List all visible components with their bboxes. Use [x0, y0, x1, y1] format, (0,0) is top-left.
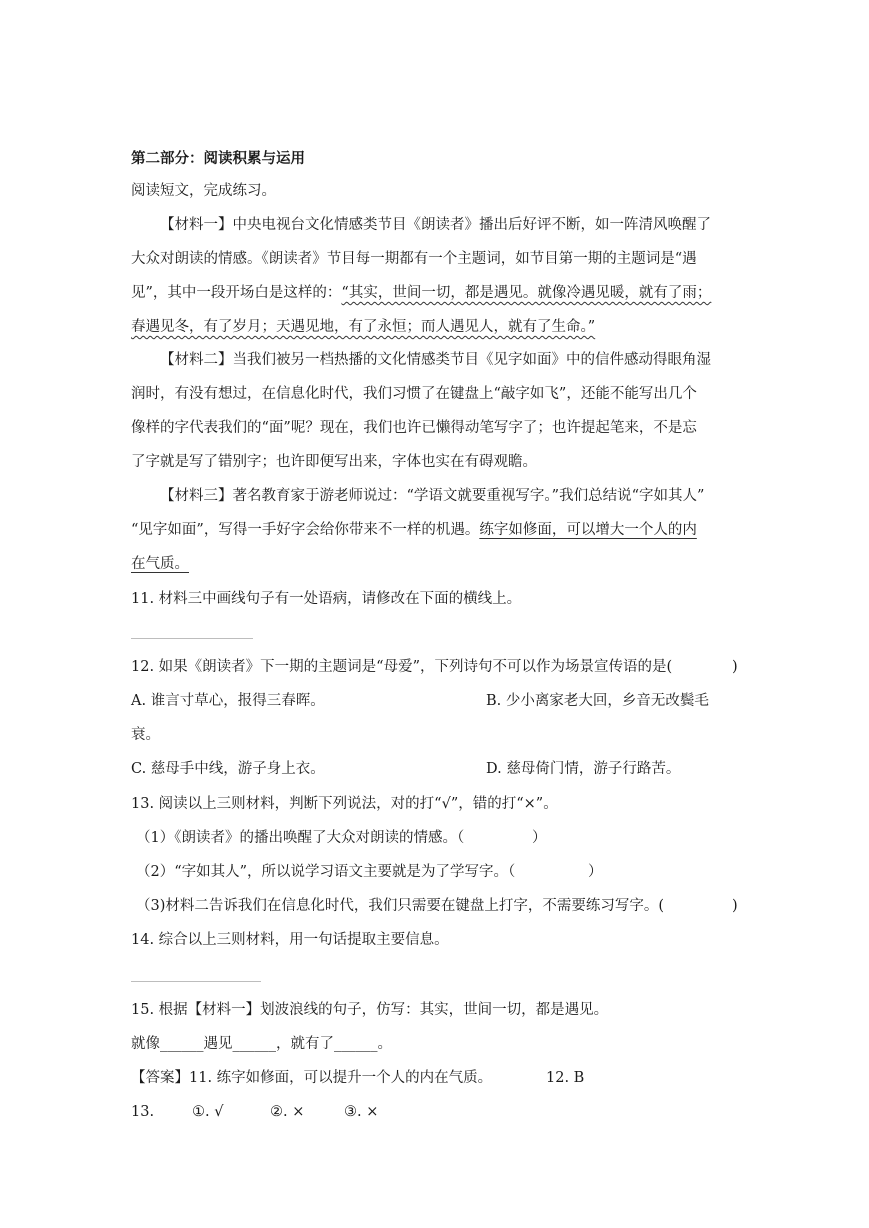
material2-line2: 润时，有没有想过，在信息化时代，我们习惯了在键盘上“敲字如飞”，还能不能写出几个 [131, 386, 697, 402]
q13-statement-1-close: ） [532, 830, 547, 846]
answer-13-number: 13. [131, 1104, 155, 1120]
question-12-close: ) [732, 659, 738, 675]
q13-statement-3-close: ) [732, 898, 738, 914]
q13-statement-2: （2）“字如其人”，所以说学习语文主要就是为了学写字。（ [136, 864, 516, 880]
instruction: 阅读短文，完成练习。 [131, 183, 276, 199]
q12-option-d: D. 慈母倚门情，游子行路苦。 [486, 761, 681, 777]
material1-line2: 大众对朗读的情感。《朗读者》节目每一期都有一个主题词，如节目第一期的主题词是“遇 [131, 251, 697, 267]
answer-line-1 [131, 1068, 492, 1088]
q13-statement-1: （1）《朗读者》的播出唤醒了大众对朗读的情感。（ [136, 830, 465, 846]
question-14: 14. 综合以上三则材料，用一句话提取主要信息。 [131, 932, 449, 948]
q13-statement-3: （3)材料二告诉我们在信息化时代，我们只需要在键盘上打字，不需要练习写字。( [136, 898, 665, 914]
q12-option-b-continued: 衰。 [131, 727, 160, 743]
material2-line3: 像样的字代表我们的“面”呢？现在，我们也许已懒得动笔写字了；也许提起笔来，不是忘 [131, 420, 697, 436]
question-13-stem: 13. 阅读以上三则材料，判断下列说法，对的打“√”，错的打“×”。 [131, 796, 558, 812]
answer-12: 12. B [546, 1070, 585, 1086]
material3-line3 [131, 554, 189, 574]
answer-13-item-1: ①. √ [192, 1104, 224, 1120]
answer-11: 11. 练字如修面，可以提升一个人的内在气质。 [189, 1070, 493, 1086]
answer-label: 【答案】 [131, 1070, 189, 1086]
answer-13-item-2: ②. × [270, 1104, 305, 1120]
question-11: 11. 材料三中画线句子有一处语病，请修改在下面的横线上。 [131, 591, 522, 607]
material3-underlined-sentence-part2: 在气质。 [131, 556, 189, 572]
material3-underlined-sentence-part1: 练字如修面，可以增大一个人的内 [479, 522, 697, 538]
material1-wavy-sentence-part1: “其实，世间一切，都是遇见。就像冷遇见暖，就有了雨； [341, 285, 712, 301]
material3-line2 [131, 520, 697, 540]
q11-answer-blank [131, 638, 253, 639]
q13-statement-2-close: ） [588, 864, 603, 880]
q12-option-c: C. 慈母手中线，游子身上衣。 [131, 761, 325, 777]
section-title: 第二部分：阅读积累与运用 [131, 150, 305, 167]
material1-line1: 【材料一】中央电视台文化情感类节目《朗读者》播出后好评不断，如一阵清风唤醒了 [160, 217, 711, 233]
material3-line2-plain: “见字如面”，写得一手好字会给你带来不一样的机遇。 [131, 522, 480, 538]
material2-line1: 【材料二】当我们被另一档热播的文化情感类节目《见字如面》中的信件感动得眼角湿 [160, 352, 711, 368]
answer-13-item-3: ③. × [344, 1104, 379, 1120]
q14-answer-blank [131, 981, 261, 982]
material1-wavy-sentence-part2: 春遇见冬，有了岁月；天遇见地，有了永恒；而人遇见人，就有了生命。” [131, 319, 596, 335]
q12-option-a: A. 谁言寸草心，报得三春晖。 [131, 693, 325, 709]
material1-line3-plain: 见”，其中一段开场白是这样的： [131, 285, 342, 301]
material1-line4 [131, 317, 595, 337]
question-15-pattern: 就像______遇见______，就有了______。 [131, 1036, 392, 1052]
question-15-stem: 15. 根据【材料一】划波浪线的句子，仿写：其实，世间一切，都是遇见。 [131, 1002, 609, 1018]
q12-option-b: B. 少小离家老大回，乡音无改鬓毛 [486, 693, 709, 709]
material2-line4: 了字就是写了错别字；也许即便写出来，字体也实在有碍观瞻。 [131, 454, 537, 470]
material3-line1: 【材料三】著名教育家于游老师说过：“学语文就要重视写字。”我们总结说“字如其人” [160, 488, 705, 504]
question-12-stem: 12. 如果《朗读者》下一期的主题词是“母爱”，下列诗句不可以作为场景宣传语的是( [131, 659, 673, 675]
material1-line3 [131, 283, 711, 303]
